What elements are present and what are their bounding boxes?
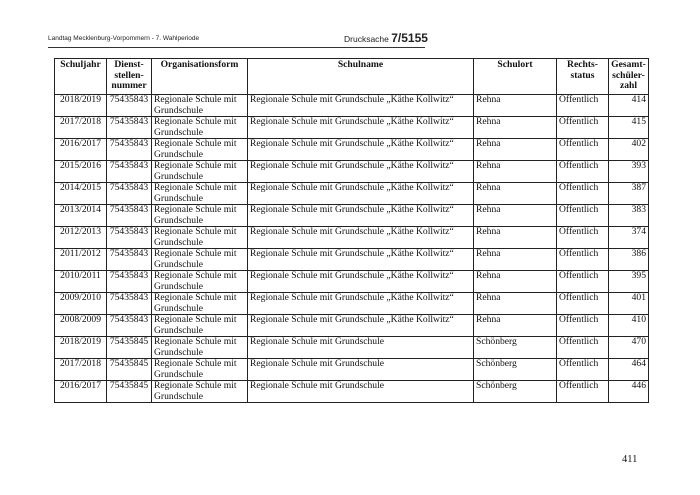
cell-dienststellennummer: 75435845 [107, 381, 152, 403]
cell-schuljahr: 2016/2017 [55, 381, 107, 403]
cell-rechtsstatus: Öffentlich [557, 227, 609, 249]
cell-gesamtschuelerzahl: 414 [609, 95, 649, 117]
cell-schuljahr: 2014/2015 [55, 183, 107, 205]
cell-dienststellennummer: 75435843 [107, 139, 152, 161]
cell-organisationsform: Regionale Schule mit Grundschule [152, 139, 248, 161]
cell-schulort: Rehna [474, 205, 557, 227]
cell-dienststellennummer: 75435843 [107, 117, 152, 139]
cell-gesamtschuelerzahl: 383 [609, 205, 649, 227]
header-parliament: Landtag Mecklenburg-Vorpommern - 7. Wahlperiode [48, 35, 200, 42]
col-schulort: Schulort [474, 59, 557, 95]
cell-schulname: Regionale Schule mit Grundschule [248, 359, 474, 381]
cell-gesamtschuelerzahl: 386 [609, 249, 649, 271]
cell-dienststellennummer: 75435845 [107, 359, 152, 381]
cell-schulname: Regionale Schule mit Grundschule „Käthe Kollwitz“ [248, 205, 474, 227]
cell-organisationsform: Regionale Schule mit Grundschule [152, 161, 248, 183]
table-row [55, 381, 649, 403]
cell-dienststellennummer: 75435843 [107, 249, 152, 271]
cell-rechtsstatus: Öffentlich [557, 271, 609, 293]
cell-schulort: Rehna [474, 117, 557, 139]
table-row [55, 293, 649, 315]
cell-dienststellennummer: 75435843 [107, 205, 152, 227]
table-row [55, 271, 649, 293]
cell-rechtsstatus: Öffentlich [557, 249, 609, 271]
cell-dienststellennummer: 75435843 [107, 183, 152, 205]
cell-gesamtschuelerzahl: 401 [609, 293, 649, 315]
cell-schulort: Schönberg [474, 337, 557, 359]
cell-schulname: Regionale Schule mit Grundschule [248, 337, 474, 359]
cell-rechtsstatus: Öffentlich [557, 95, 609, 117]
table-row [55, 249, 649, 271]
cell-schulname: Regionale Schule mit Grundschule „Käthe Kollwitz“ [248, 249, 474, 271]
cell-rechtsstatus: Öffentlich [557, 183, 609, 205]
table-row [55, 315, 649, 337]
cell-schulort: Rehna [474, 95, 557, 117]
header-rule [48, 47, 425, 48]
cell-schulname: Regionale Schule mit Grundschule „Käthe Kollwitz“ [248, 117, 474, 139]
cell-gesamtschuelerzahl: 470 [609, 337, 649, 359]
cell-schulort: Rehna [474, 315, 557, 337]
col-gesamtschuelerzahl: Gesamt-schüler-zahl [609, 59, 649, 95]
cell-schuljahr: 2011/2012 [55, 249, 107, 271]
cell-schuljahr: 2017/2018 [55, 117, 107, 139]
cell-organisationsform: Regionale Schule mit Grundschule [152, 95, 248, 117]
table-row [55, 205, 649, 227]
cell-organisationsform: Regionale Schule mit Grundschule [152, 337, 248, 359]
col-schuljahr: Schuljahr [55, 59, 107, 95]
cell-organisationsform: Regionale Schule mit Grundschule [152, 205, 248, 227]
page-number: 411 [622, 454, 638, 465]
cell-schulort: Rehna [474, 161, 557, 183]
table-row [55, 359, 649, 381]
header-document-number [344, 31, 428, 45]
cell-schulort: Rehna [474, 249, 557, 271]
cell-organisationsform: Regionale Schule mit Grundschule [152, 271, 248, 293]
cell-schuljahr: 2009/2010 [55, 293, 107, 315]
cell-organisationsform: Regionale Schule mit Grundschule [152, 249, 248, 271]
table-row [55, 183, 649, 205]
cell-dienststellennummer: 75435843 [107, 95, 152, 117]
table-row [55, 139, 649, 161]
cell-gesamtschuelerzahl: 395 [609, 271, 649, 293]
cell-gesamtschuelerzahl: 415 [609, 117, 649, 139]
cell-schuljahr: 2015/2016 [55, 161, 107, 183]
cell-schulname: Regionale Schule mit Grundschule „Käthe Kollwitz“ [248, 95, 474, 117]
cell-rechtsstatus: Öffentlich [557, 337, 609, 359]
table-body [55, 95, 649, 403]
cell-schulort: Rehna [474, 183, 557, 205]
table-header-row [55, 59, 649, 95]
cell-schulname: Regionale Schule mit Grundschule „Käthe Kollwitz“ [248, 183, 474, 205]
col-schulname: Schulname [248, 59, 474, 95]
cell-schulname: Regionale Schule mit Grundschule „Käthe Kollwitz“ [248, 227, 474, 249]
cell-dienststellennummer: 75435843 [107, 271, 152, 293]
cell-gesamtschuelerzahl: 387 [609, 183, 649, 205]
cell-schuljahr: 2018/2019 [55, 337, 107, 359]
cell-rechtsstatus: Öffentlich [557, 161, 609, 183]
cell-schulort: Rehna [474, 293, 557, 315]
cell-rechtsstatus: Öffentlich [557, 381, 609, 403]
cell-schulort: Schönberg [474, 359, 557, 381]
cell-dienststellennummer: 75435843 [107, 315, 152, 337]
cell-dienststellennummer: 75435845 [107, 337, 152, 359]
col-rechtsstatus: Rechts-status [557, 59, 609, 95]
cell-gesamtschuelerzahl: 464 [609, 359, 649, 381]
cell-schuljahr: 2016/2017 [55, 139, 107, 161]
cell-rechtsstatus: Öffentlich [557, 139, 609, 161]
doc-prefix: Drucksache [344, 34, 392, 44]
cell-schuljahr: 2010/2011 [55, 271, 107, 293]
cell-schulort: Schönberg [474, 381, 557, 403]
cell-rechtsstatus: Öffentlich [557, 315, 609, 337]
cell-organisationsform: Regionale Schule mit Grundschule [152, 315, 248, 337]
cell-rechtsstatus: Öffentlich [557, 359, 609, 381]
table-row [55, 337, 649, 359]
cell-schulname: Regionale Schule mit Grundschule „Käthe Kollwitz“ [248, 161, 474, 183]
col-organisationsform: Organisationsform [152, 59, 248, 95]
cell-schuljahr: 2013/2014 [55, 205, 107, 227]
cell-schulort: Rehna [474, 227, 557, 249]
cell-gesamtschuelerzahl: 402 [609, 139, 649, 161]
cell-organisationsform: Regionale Schule mit Grundschule [152, 227, 248, 249]
cell-dienststellennummer: 75435843 [107, 227, 152, 249]
table-row [55, 227, 649, 249]
cell-schulname: Regionale Schule mit Grundschule „Käthe Kollwitz“ [248, 139, 474, 161]
cell-organisationsform: Regionale Schule mit Grundschule [152, 183, 248, 205]
table-row [55, 95, 649, 117]
cell-organisationsform: Regionale Schule mit Grundschule [152, 381, 248, 403]
cell-gesamtschuelerzahl: 410 [609, 315, 649, 337]
table-row [55, 117, 649, 139]
cell-schulort: Rehna [474, 271, 557, 293]
cell-gesamtschuelerzahl: 446 [609, 381, 649, 403]
cell-organisationsform: Regionale Schule mit Grundschule [152, 359, 248, 381]
cell-organisationsform: Regionale Schule mit Grundschule [152, 117, 248, 139]
cell-schuljahr: 2008/2009 [55, 315, 107, 337]
cell-rechtsstatus: Öffentlich [557, 293, 609, 315]
cell-rechtsstatus: Öffentlich [557, 205, 609, 227]
cell-schulname: Regionale Schule mit Grundschule [248, 381, 474, 403]
cell-gesamtschuelerzahl: 393 [609, 161, 649, 183]
cell-dienststellennummer: 75435843 [107, 161, 152, 183]
cell-schulname: Regionale Schule mit Grundschule „Käthe Kollwitz“ [248, 293, 474, 315]
cell-dienststellennummer: 75435843 [107, 293, 152, 315]
cell-schulname: Regionale Schule mit Grundschule „Käthe Kollwitz“ [248, 271, 474, 293]
cell-gesamtschuelerzahl: 374 [609, 227, 649, 249]
table-row [55, 161, 649, 183]
cell-schuljahr: 2017/2018 [55, 359, 107, 381]
cell-organisationsform: Regionale Schule mit Grundschule [152, 293, 248, 315]
col-dienststellennummer: Dienst-stellen-nummer [107, 59, 152, 95]
cell-schulort: Rehna [474, 139, 557, 161]
cell-schulname: Regionale Schule mit Grundschule „Käthe Kollwitz“ [248, 315, 474, 337]
school-table [54, 58, 649, 403]
cell-schuljahr: 2018/2019 [55, 95, 107, 117]
cell-schuljahr: 2012/2013 [55, 227, 107, 249]
cell-rechtsstatus: Öffentlich [557, 117, 609, 139]
doc-number: 7/5155 [391, 31, 428, 45]
